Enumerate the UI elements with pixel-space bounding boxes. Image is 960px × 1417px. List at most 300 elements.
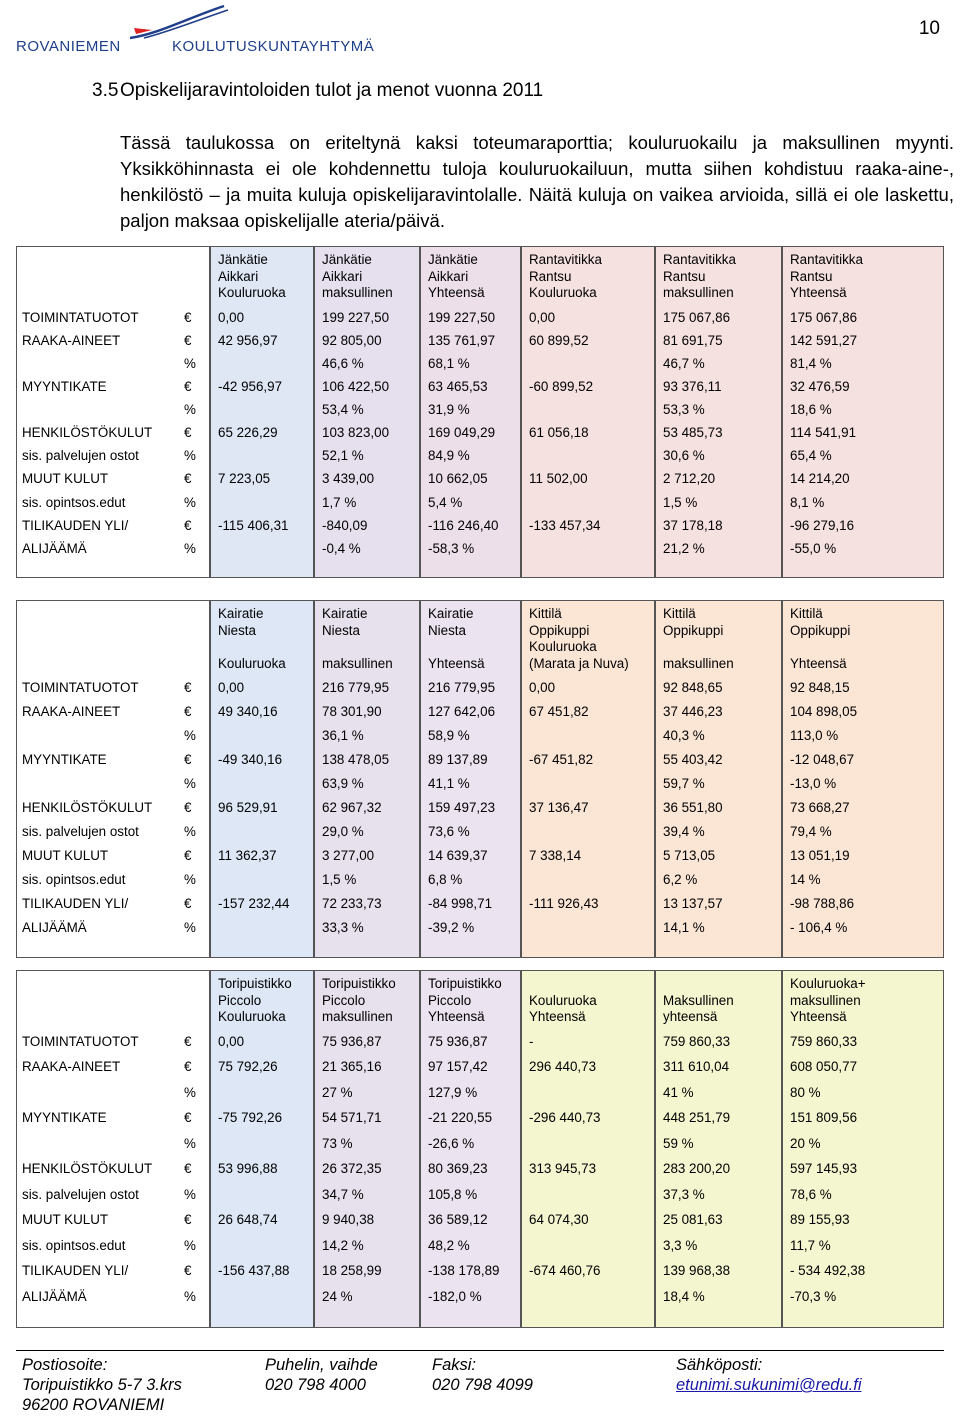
table-cell: 21,2 %: [663, 540, 705, 556]
table-cell: 59,7 %: [663, 776, 705, 791]
column-header-line: Kouluruoka: [218, 655, 286, 671]
table-cell: 14,2 %: [322, 1237, 364, 1253]
row-label: TILIKAUDEN YLI/: [22, 1263, 129, 1278]
table-cell: 199 227,50: [428, 309, 496, 325]
table-cell: 63,9 %: [322, 776, 364, 791]
table-cell: -84 998,71: [428, 896, 493, 911]
column-header-line: Kairatie: [428, 606, 474, 621]
row-unit: €: [184, 378, 192, 394]
table-cell: 41,1 %: [428, 776, 470, 791]
row-unit: %: [184, 872, 196, 887]
table-cell: 5,4 %: [428, 494, 463, 510]
table-cell: -182,0 %: [428, 1288, 482, 1304]
table-cell: 759 860,33: [663, 1033, 731, 1049]
table-cell: 46,7 %: [663, 355, 705, 371]
row-unit: %: [184, 776, 196, 791]
table-cell: 54 571,71: [322, 1110, 382, 1125]
row-label: TOIMINTATUOTOT: [22, 309, 139, 325]
column-header-line: Kittilä: [529, 606, 562, 621]
row-label: sis. opintsos.edut: [22, 494, 126, 510]
row-unit: €: [184, 1161, 192, 1176]
table-cell: 52,1 %: [322, 448, 364, 464]
column-header-line: Kittilä: [663, 606, 696, 621]
table-cell: 127 642,06: [428, 704, 496, 719]
column-header-line: Kouluruoka: [529, 285, 597, 300]
table-cell: 73,6 %: [428, 824, 470, 839]
table-cell: 199 227,50: [322, 309, 390, 325]
table-cell: 36 589,12: [428, 1212, 488, 1227]
table-cell: 42 956,97: [218, 332, 278, 348]
row-unit: €: [184, 752, 192, 767]
table-cell: 26 372,35: [322, 1161, 382, 1176]
table-cell: 46,6 %: [322, 355, 364, 371]
table-cell: 0,00: [218, 1033, 245, 1049]
table-cell: 448 251,79: [663, 1110, 731, 1125]
table-cell: -840,09: [322, 517, 368, 533]
table-cell: -75 792,26: [218, 1110, 283, 1125]
table-cell: 6,8 %: [428, 872, 463, 887]
table-cell: -116 246,40: [428, 517, 499, 533]
table-cell: -67 451,82: [529, 752, 594, 767]
column-header-line: Yhteensä: [428, 655, 485, 671]
row-unit: €: [184, 800, 192, 815]
org-name-1: ROVANIEMEN: [16, 38, 121, 55]
table-cell: 0,00: [529, 309, 556, 325]
table-cell: 29,0 %: [322, 824, 364, 839]
table-cell: -115 406,31: [218, 517, 289, 533]
column-header-line: Kairatie: [322, 606, 368, 621]
column-header-line: Rantavitikka: [529, 252, 602, 267]
table-cell: 20 %: [790, 1135, 821, 1151]
table-cell: 39,4 %: [663, 824, 705, 839]
footer-sahkoposti-label: Sähköposti:: [676, 1356, 763, 1374]
table-cell: 64 074,30: [529, 1212, 589, 1227]
table-cell: 65 226,29: [218, 425, 278, 441]
row-unit: €: [184, 1212, 192, 1227]
table-cell: 67 451,82: [529, 704, 589, 719]
footer-puhelin-label: Puhelin, vaihde: [265, 1356, 378, 1374]
row-label: TOIMINTATUOTOT: [22, 1033, 139, 1049]
column-header-line: (Marata ja Nuva): [529, 655, 629, 671]
table-cell: 89 137,89: [428, 752, 488, 767]
table-cell: 216 779,95: [322, 680, 390, 695]
footer-divider: [16, 1350, 944, 1351]
report-table-1: [16, 246, 944, 578]
table-cell: 14 %: [790, 872, 821, 887]
table-cell: 81,4 %: [790, 355, 832, 371]
column-header-line: Niesta: [428, 622, 466, 638]
column-header-line: Piccolo: [428, 992, 472, 1008]
table-cell: 11,7 %: [790, 1237, 831, 1253]
table-cell: 18,4 %: [663, 1288, 705, 1304]
table-cell: 0,00: [218, 680, 245, 695]
column-header-line: Rantsu: [529, 268, 572, 284]
table-cell: 34,7 %: [322, 1186, 364, 1202]
table-cell: -12 048,67: [790, 752, 855, 767]
row-label: HENKILÖSTÖKULUT: [22, 1161, 153, 1176]
table-cell: 283 200,20: [663, 1161, 731, 1176]
column-header-line: Kairatie: [218, 606, 264, 621]
table-cell: 41 %: [663, 1084, 694, 1100]
table-cell: 36,1 %: [322, 728, 364, 743]
table-cell: -138 178,89: [428, 1263, 500, 1278]
column-header-line: Aikkari: [428, 268, 469, 284]
row-label: RAAKA-AINEET: [22, 332, 121, 348]
row-unit: %: [184, 1288, 196, 1304]
table-cell: 3 439,00: [322, 471, 375, 487]
table-cell: -39,2 %: [428, 920, 475, 935]
row-label: ALIJÄÄMÄ: [22, 540, 87, 556]
column-header-line: Jänkätie: [322, 252, 372, 267]
table-cell: 1,5 %: [663, 494, 698, 510]
table-cell: 30,6 %: [663, 448, 705, 464]
row-unit: %: [184, 1135, 196, 1151]
row-unit: €: [184, 332, 192, 348]
table-cell: 81 691,75: [663, 332, 723, 348]
row-unit: %: [184, 1084, 196, 1100]
table-cell: 313 945,73: [529, 1161, 597, 1176]
table-cell: 53 996,88: [218, 1161, 278, 1176]
table-cell: -156 437,88: [218, 1263, 290, 1278]
table-cell: 37 136,47: [529, 800, 589, 815]
section-heading: [92, 80, 543, 102]
row-unit: €: [184, 309, 192, 325]
table-cell: 104 898,05: [790, 704, 858, 719]
table-cell: -111 926,43: [529, 896, 599, 911]
table-cell: 159 497,23: [428, 800, 496, 815]
row-unit: €: [184, 517, 192, 533]
table-cell: 75 936,87: [322, 1033, 382, 1049]
table-cell: 6,2 %: [663, 872, 698, 887]
table-cell: 55 403,42: [663, 752, 723, 767]
row-unit: %: [184, 355, 196, 371]
table-cell: 5 713,05: [663, 848, 716, 863]
table-cell: 0,00: [529, 680, 556, 695]
column-header-line: Piccolo: [218, 992, 262, 1008]
table-cell: 142 591,27: [790, 332, 858, 348]
table-cell: 216 779,95: [428, 680, 496, 695]
row-label: RAAKA-AINEET: [22, 704, 121, 719]
table-cell: 68,1 %: [428, 355, 470, 371]
intro-paragraph: Tässä taulukossa on eriteltynä kaksi toteumaraporttia; kouluruokailu ja maksullinen myynti. Yksikköhinnasta ei ole kohdennettu tuloja kouluruokailuun, mutta siihen kohdistuu raaka-aine-, henkilöstö – ja muita kuluja opiskelijaravintolalle. Näitä kuluja on vaikea arvioida, sillä ei ole laskettu, paljon maksaa opiskelijalle ateria/päivä.: [120, 132, 954, 231]
table-cell: 1,5 %: [322, 872, 357, 887]
row-unit: €: [184, 1033, 192, 1049]
column-header-line: Kouluruoka: [218, 285, 286, 300]
row-label: RAAKA-AINEET: [22, 1059, 121, 1074]
table-cell: 7 223,05: [218, 471, 271, 487]
column-header-line: Toripuistikko: [322, 976, 396, 991]
table-cell: -26,6 %: [428, 1135, 475, 1151]
column-header-line: maksullinen: [322, 655, 393, 671]
row-label: sis. opintsos.edut: [22, 1237, 126, 1253]
row-label: MUUT KULUT: [22, 471, 109, 487]
row-label: ALIJÄÄMÄ: [22, 1288, 87, 1304]
table-cell: -13,0 %: [790, 776, 837, 791]
table-cell: -133 457,34: [529, 517, 601, 533]
table-cell: 105,8 %: [428, 1186, 478, 1202]
table-cell: 113,0 %: [790, 728, 839, 743]
row-unit: %: [184, 728, 196, 743]
column-header-line: maksullinen: [322, 285, 393, 300]
row-label: sis. palvelujen ostot: [22, 448, 139, 464]
table-cell: 72 233,73: [322, 896, 382, 911]
row-unit: %: [184, 920, 196, 935]
row-label: MUUT KULUT: [22, 1212, 109, 1227]
table-cell: 114 541,91: [790, 425, 857, 441]
table-cell: 13 137,57: [663, 896, 723, 911]
column-header-line: Aikkari: [218, 268, 259, 284]
row-unit: %: [184, 448, 196, 464]
column-header-line: Oppikuppi: [790, 622, 851, 638]
table-cell: 37 178,18: [663, 517, 723, 533]
row-label: ALIJÄÄMÄ: [22, 920, 87, 935]
table-cell: 78 301,90: [322, 704, 382, 719]
table-cell: 78,6 %: [790, 1186, 832, 1202]
column-header-line: Toripuistikko: [218, 976, 292, 991]
table-cell: 1,7 %: [322, 494, 357, 510]
table-cell: 80 %: [790, 1084, 821, 1100]
report-table-2: [16, 600, 944, 958]
table-cell: 80 369,23: [428, 1161, 488, 1176]
table-cell: -70,3 %: [790, 1288, 837, 1304]
logo-swoosh-icon: [128, 4, 238, 40]
table-cell: 18,6 %: [790, 402, 832, 418]
footer-postiosoite-1: Toripuistikko 5-7 3.krs: [22, 1376, 182, 1394]
table-cell: 3,3 %: [663, 1237, 698, 1253]
table-cell: 92 805,00: [322, 332, 382, 348]
table-cell: 92 848,65: [663, 680, 723, 695]
table-cell: -: [529, 1033, 534, 1049]
table-cell: 106 422,50: [322, 378, 390, 394]
table-cell: 759 860,33: [790, 1033, 858, 1049]
table-cell: 14 639,37: [428, 848, 488, 863]
row-unit: %: [184, 824, 196, 839]
footer-puhelin: 020 798 4000: [265, 1376, 366, 1394]
row-label: HENKILÖSTÖKULUT: [22, 425, 153, 441]
column-header-line: maksullinen: [663, 285, 734, 300]
table-cell: 3 277,00: [322, 848, 375, 863]
table-cell: 62 967,32: [322, 800, 382, 815]
row-unit: €: [184, 704, 192, 719]
row-unit: €: [184, 1263, 192, 1278]
table-cell: 169 049,29: [428, 425, 496, 441]
table-cell: 96 529,91: [218, 800, 278, 815]
footer-postiosoite-2: 96200 ROVANIEMI: [22, 1396, 165, 1414]
footer-faksi: 020 798 4099: [432, 1376, 533, 1394]
table-cell: -296 440,73: [529, 1110, 601, 1125]
footer-email-link[interactable]: etunimi.sukunimi@redu.fi: [676, 1376, 862, 1394]
row-label: TILIKAUDEN YLI/: [22, 896, 129, 911]
column-header-line: Jänkätie: [218, 252, 268, 267]
table-cell: 48,2 %: [428, 1237, 470, 1253]
table-cell: 73 %: [322, 1135, 353, 1151]
table-cell: -157 232,44: [218, 896, 290, 911]
table-cell: 92 848,15: [790, 680, 850, 695]
row-unit: €: [184, 1110, 192, 1125]
table-cell: 10 662,05: [428, 471, 488, 487]
table-cell: 84,9 %: [428, 448, 470, 464]
table-cell: 75 792,26: [218, 1059, 278, 1074]
table-cell: 53,4 %: [322, 402, 364, 418]
table-cell: 53 485,73: [663, 425, 723, 441]
org-name-2: KOULUTUSKUNTAYHTYMÄ: [172, 38, 375, 55]
column-header-line: Aikkari: [322, 268, 363, 284]
table-cell: 97 157,42: [428, 1059, 488, 1074]
table-cell: 37,3 %: [663, 1186, 705, 1202]
column-header-line: maksullinen: [790, 992, 861, 1008]
table-cell: -0,4 %: [322, 540, 361, 556]
table-cell: 296 440,73: [529, 1059, 597, 1074]
table-cell: 135 761,97: [428, 332, 496, 348]
column-header-line: Kouluruoka: [218, 1009, 286, 1024]
table-cell: 2 712,20: [663, 471, 716, 487]
table-cell: 40,3 %: [663, 728, 705, 743]
row-unit: %: [184, 402, 196, 418]
row-label: MUUT KULUT: [22, 848, 109, 863]
table-cell: 53,3 %: [663, 402, 705, 418]
table-cell: 175 067,86: [790, 309, 858, 325]
column-header-line: Yhteensä: [790, 1009, 847, 1024]
row-unit: %: [184, 494, 196, 510]
row-label: sis. palvelujen ostot: [22, 824, 139, 839]
table-cell: 11 502,00: [529, 471, 588, 487]
table-cell: 58,9 %: [428, 728, 470, 743]
table-cell: 59 %: [663, 1135, 694, 1151]
table-cell: 311 610,04: [663, 1059, 730, 1074]
table-cell: 37 446,23: [663, 704, 723, 719]
table-cell: 31,9 %: [428, 402, 470, 418]
column-header-line: Yhteensä: [790, 655, 847, 671]
row-unit: €: [184, 1059, 192, 1074]
table-cell: 13 051,19: [790, 848, 850, 863]
logo: [16, 4, 376, 66]
report-table-3: [16, 970, 944, 1328]
column-header-line: Toripuistikko: [428, 976, 502, 991]
table-cell: 65,4 %: [790, 448, 832, 464]
table-cell: 103 823,00: [322, 425, 390, 441]
table-cell: -60 899,52: [529, 378, 594, 394]
table-cell: 89 155,93: [790, 1212, 850, 1227]
table-cell: -55,0 %: [790, 540, 837, 556]
table-cell: 7 338,14: [529, 848, 582, 863]
table-cell: 151 809,56: [790, 1110, 858, 1125]
column-header-line: Maksullinen: [663, 992, 734, 1008]
row-label: MYYNTIKATE: [22, 752, 107, 767]
row-label: sis. palvelujen ostot: [22, 1186, 139, 1202]
row-unit: %: [184, 1186, 196, 1202]
table-cell: 608 050,77: [790, 1059, 858, 1074]
column-header-line: Yhteensä: [790, 285, 847, 300]
table-cell: 597 145,93: [790, 1161, 858, 1176]
table-cell: 25 081,63: [663, 1212, 723, 1227]
table-cell: 138 478,05: [322, 752, 390, 767]
table-cell: -58,3 %: [428, 540, 475, 556]
table-cell: 18 258,99: [322, 1263, 382, 1278]
section-number: 3.5: [92, 80, 119, 101]
table-cell: 75 936,87: [428, 1033, 488, 1049]
column-header-line: Kouluruoka: [529, 639, 597, 654]
row-unit: €: [184, 680, 192, 695]
row-unit: %: [184, 540, 196, 556]
row-unit: €: [184, 896, 192, 911]
column-header-line: Kittilä: [790, 606, 823, 621]
table-cell: 11 362,37: [218, 848, 277, 863]
table-cell: -98 788,86: [790, 896, 855, 911]
footer-postiosoite-label: Postiosoite:: [22, 1356, 108, 1374]
table-cell: 0,00: [218, 309, 245, 325]
column-header-line: Yhteensä: [529, 1009, 586, 1024]
row-label: TILIKAUDEN YLI/: [22, 517, 129, 533]
table-cell: 73 668,27: [790, 800, 850, 815]
table-cell: 79,4 %: [790, 824, 832, 839]
row-label: TOIMINTATUOTOT: [22, 680, 139, 695]
column-header-line: Rantavitikka: [790, 252, 863, 267]
column-header-line: Rantavitikka: [663, 252, 736, 267]
table-cell: 93 376,11: [663, 378, 722, 394]
table-cell: -96 279,16: [790, 517, 855, 533]
table-cell: 127,9 %: [428, 1084, 478, 1100]
row-label: MYYNTIKATE: [22, 1110, 107, 1125]
row-unit: %: [184, 1237, 196, 1253]
row-unit: €: [184, 471, 192, 487]
column-header-line: Kouluruoka+: [790, 976, 866, 991]
table-cell: 49 340,16: [218, 704, 278, 719]
row-label: sis. opintsos.edut: [22, 872, 126, 887]
table-cell: 14,1 %: [663, 920, 705, 935]
footer-faksi-label: Faksi:: [432, 1356, 477, 1374]
table-cell: 175 067,86: [663, 309, 731, 325]
column-header-line: maksullinen: [663, 655, 734, 671]
row-label: HENKILÖSTÖKULUT: [22, 800, 153, 815]
column-header-line: Piccolo: [322, 992, 366, 1008]
table-cell: 32 476,59: [790, 378, 850, 394]
table-cell: - 534 492,38: [790, 1263, 866, 1278]
table-cell: -21 220,55: [428, 1110, 493, 1125]
column-header-line: Kouluruoka: [529, 992, 597, 1008]
column-header-line: Yhteensä: [428, 1009, 485, 1024]
column-header-line: Niesta: [218, 622, 256, 638]
table-cell: 8,1 %: [790, 494, 825, 510]
table-cell: -49 340,16: [218, 752, 283, 767]
table-cell: -674 460,76: [529, 1263, 601, 1278]
column-header-line: Niesta: [322, 622, 360, 638]
table-cell: - 106,4 %: [790, 920, 848, 935]
column-header-line: maksullinen: [322, 1009, 393, 1024]
table-cell: 139 968,38: [663, 1263, 731, 1278]
column-header-line: Rantsu: [790, 268, 833, 284]
column-header-line: yhteensä: [663, 1009, 718, 1024]
table-cell: 27 %: [322, 1084, 353, 1100]
table-cell: 61 056,18: [529, 425, 589, 441]
row-unit: €: [184, 848, 192, 863]
table-cell: 63 465,53: [428, 378, 488, 394]
column-header-line: Yhteensä: [428, 285, 485, 300]
page-number: 10: [918, 18, 940, 39]
column-header-line: Oppikuppi: [663, 622, 724, 638]
table-cell: 21 365,16: [322, 1059, 382, 1074]
column-header-line: Jänkätie: [428, 252, 478, 267]
table-cell: 14 214,20: [790, 471, 850, 487]
table-cell: -42 956,97: [218, 378, 283, 394]
column-header-line: Rantsu: [663, 268, 706, 284]
column-header-line: Oppikuppi: [529, 622, 590, 638]
table-cell: 26 648,74: [218, 1212, 278, 1227]
table-cell: 36 551,80: [663, 800, 723, 815]
row-unit: €: [184, 425, 192, 441]
row-label: MYYNTIKATE: [22, 378, 107, 394]
table-cell: 60 899,52: [529, 332, 589, 348]
table-cell: 9 940,38: [322, 1212, 375, 1227]
